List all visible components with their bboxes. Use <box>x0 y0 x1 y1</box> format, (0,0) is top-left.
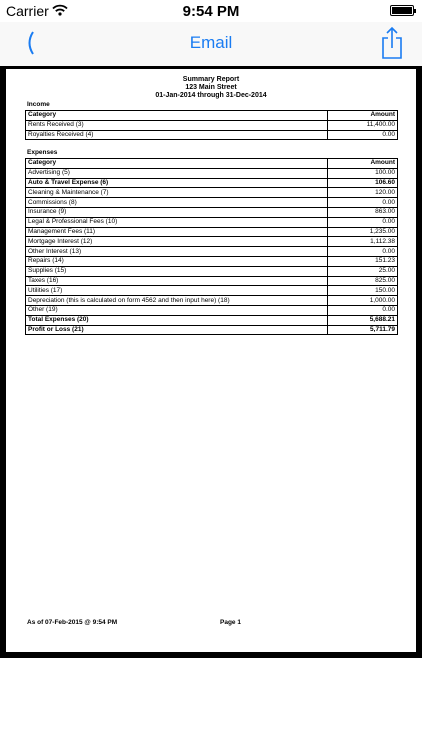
row-category: Taxes (16) <box>26 276 328 286</box>
row-category: Advertising (5) <box>26 168 328 178</box>
report-period: 01-Jan-2014 through 31-Dec-2014 <box>155 92 267 99</box>
report-footer-page: Page 1 <box>220 619 241 626</box>
row-amount: 100.00 <box>328 168 398 178</box>
row-category: Depreciation (this is calculated on form 4562 and then input here) (18) <box>26 296 328 306</box>
row-category: Utilities (17) <box>26 286 328 296</box>
table-row <box>26 120 398 130</box>
table-row <box>26 188 398 198</box>
income-section-title: Income <box>27 101 50 108</box>
row-category: Cleaning & Maintenance (7) <box>26 188 328 198</box>
row-amount: 5,688.21 <box>328 315 398 325</box>
row-category: Insurance (9) <box>26 207 328 217</box>
row-category: Profit or Loss (21) <box>26 325 328 335</box>
row-category: Mortgage Interest (12) <box>26 237 328 247</box>
table-row <box>26 237 398 247</box>
row-category: Management Fees (11) <box>26 227 328 237</box>
row-amount: 151.23 <box>328 256 398 266</box>
table-row <box>26 178 398 188</box>
carrier-label: Carrier <box>6 3 49 19</box>
row-category: Other (19) <box>26 305 328 315</box>
report-title: Summary Report <box>182 76 240 83</box>
table-row <box>26 286 398 296</box>
row-category: Auto & Travel Expense (6) <box>26 178 328 188</box>
row-amount: 25.00 <box>328 266 398 276</box>
navigation-bar <box>0 22 422 66</box>
expenses-header-row <box>26 159 398 169</box>
table-row <box>26 305 398 315</box>
row-amount: 120.00 <box>328 188 398 198</box>
row-amount: 0.00 <box>328 247 398 257</box>
row-category: Other Interest (13) <box>26 247 328 257</box>
table-row <box>26 168 398 178</box>
row-amount: 1,235.00 <box>328 227 398 237</box>
report-page[interactable] <box>6 69 416 652</box>
expenses-table <box>25 158 398 335</box>
income-header-row <box>26 111 398 121</box>
table-row <box>26 247 398 257</box>
row-amount: 863.00 <box>328 207 398 217</box>
expenses-category-header: Category <box>26 159 328 169</box>
row-amount: 11,400.00 <box>328 120 398 130</box>
table-row <box>26 130 398 140</box>
table-row <box>26 256 398 266</box>
table-row <box>26 315 398 325</box>
income-table <box>25 110 398 140</box>
row-amount: 0.00 <box>328 305 398 315</box>
row-amount: 0.00 <box>328 198 398 208</box>
table-row <box>26 276 398 286</box>
report-footer-date: As of 07-Feb-2015 @ 9:54 PM <box>27 619 118 626</box>
row-category: Supplies (15) <box>26 266 328 276</box>
status-bar <box>0 0 422 22</box>
nav-title: Email <box>189 33 233 52</box>
income-category-header: Category <box>26 111 328 121</box>
row-amount: 1,112.38 <box>328 237 398 247</box>
row-amount: 0.00 <box>328 217 398 227</box>
table-row <box>26 217 398 227</box>
document-preview-frame <box>0 66 422 658</box>
row-amount: 0.00 <box>328 130 398 140</box>
table-row <box>26 227 398 237</box>
table-row <box>26 266 398 276</box>
table-row <box>26 198 398 208</box>
battery-icon <box>390 5 414 16</box>
status-time: 9:54 PM <box>182 3 240 20</box>
row-amount: 150.00 <box>328 286 398 296</box>
row-category: Repairs (14) <box>26 256 328 266</box>
row-amount: 1,000.00 <box>328 296 398 306</box>
row-amount: 5,711.79 <box>328 325 398 335</box>
share-icon[interactable] <box>380 26 404 60</box>
report-address: 123 Main Street <box>185 84 237 91</box>
expenses-section-title: Expenses <box>27 149 58 156</box>
table-row <box>26 325 398 335</box>
row-category: Commissions (8) <box>26 198 328 208</box>
row-amount: 825.00 <box>328 276 398 286</box>
row-category: Royalties Received (4) <box>26 130 328 140</box>
row-category: Total Expenses (20) <box>26 315 328 325</box>
table-row <box>26 207 398 217</box>
row-amount: 106.60 <box>328 178 398 188</box>
table-row <box>26 296 398 306</box>
report-header <box>6 76 416 100</box>
row-category: Legal & Professional Fees (10) <box>26 217 328 227</box>
income-amount-header: Amount <box>328 111 398 121</box>
row-category: Rents Received (3) <box>26 120 328 130</box>
expenses-amount-header: Amount <box>328 159 398 169</box>
